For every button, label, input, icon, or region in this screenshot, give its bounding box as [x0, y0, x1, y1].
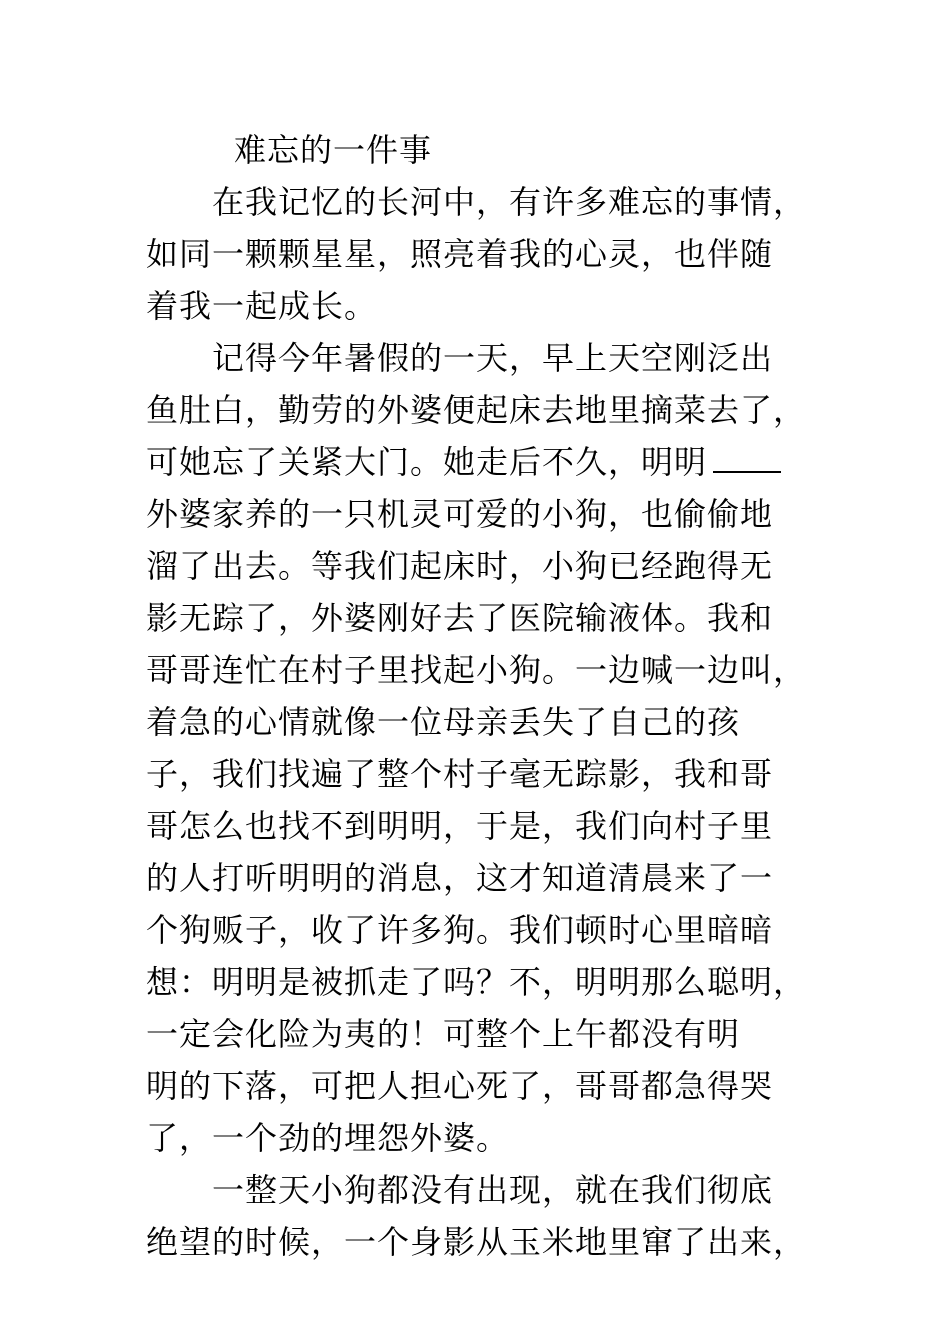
paragraph-2-line-5: 溜了出去。等我们起床时，小狗已经跑得无	[146, 547, 774, 585]
paragraph-2-line-6: 影无踪了，外婆刚好去了医院输液体。我和	[146, 599, 774, 637]
document-title: 难忘的一件事	[234, 131, 433, 169]
paragraph-2-line-16: 了，一个劲的埋怨外婆。	[146, 1119, 510, 1157]
paragraph-1-line-2: 如同一颗颗星星，照亮着我的心灵，也伴随	[146, 235, 774, 273]
paragraph-1-line-3: 着我一起成长。	[146, 287, 378, 325]
fill-in-blank	[713, 441, 781, 473]
paragraph-2-line-12: 个狗贩子，收了许多狗。我们顿时心里暗暗	[146, 911, 774, 949]
paragraph-2-line-4: 外婆家养的一只机灵可爱的小狗，也偷偷地	[146, 495, 774, 533]
paragraph-2-line-3: 可她忘了关紧大门。她走后不久，明明	[146, 443, 708, 481]
paragraph-2-line-14: 一定会化险为夷的！可整个上午都没有明	[146, 1015, 741, 1053]
paragraph-2-line-7: 哥哥连忙在村子里找起小狗。一边喊一边叫，	[146, 651, 807, 689]
paragraph-1-line-1: 在我记忆的长河中，有许多难忘的事情，	[212, 183, 807, 221]
paragraph-3-line-2: 绝望的时候，一个身影从玉米地里窜了出来，	[146, 1223, 807, 1261]
paragraph-2-line-10: 哥怎么也找不到明明，于是，我们向村子里	[146, 807, 774, 845]
paragraph-2-line-9: 子，我们找遍了整个村子毫无踪影，我和哥	[146, 755, 774, 793]
paragraph-2-line-8: 着急的心情就像一位母亲丢失了自己的孩	[146, 703, 741, 741]
paragraph-3-line-1: 一整天小狗都没有出现，就在我们彻底	[212, 1171, 774, 1209]
paragraph-2-line-3-row	[146, 436, 781, 488]
paragraph-2-line-2: 鱼肚白，勤劳的外婆便起床去地里摘菜去了，	[146, 391, 807, 429]
paragraph-2-line-1: 记得今年暑假的一天，早上天空刚泛出	[212, 339, 774, 377]
paragraph-2-line-11: 的人打听明明的消息，这才知道清晨来了一	[146, 859, 774, 897]
paragraph-2-line-15: 明的下落，可把人担心死了，哥哥都急得哭	[146, 1067, 774, 1105]
paragraph-2-line-13: 想：明明是被抓走了吗？不，明明那么聪明，	[146, 963, 807, 1001]
